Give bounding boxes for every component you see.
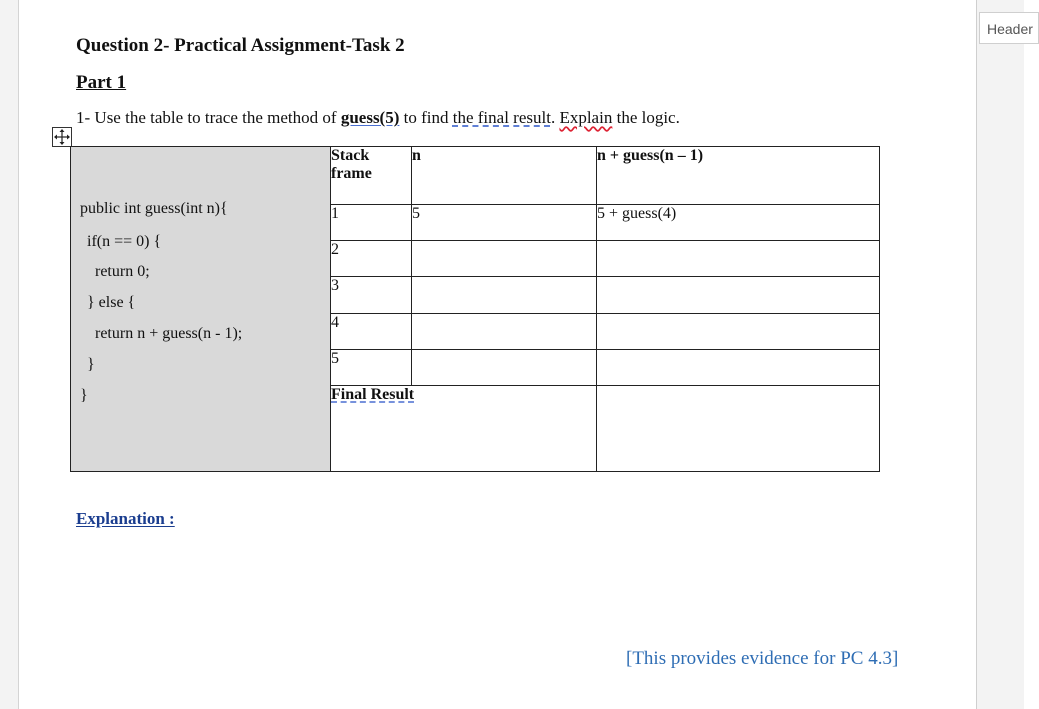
code-line: return 0;: [95, 263, 150, 280]
right-pane: [977, 0, 1024, 709]
code-line: if(n == 0) {: [87, 233, 162, 250]
code-line: public int guess(int n){: [80, 200, 228, 217]
method-call: guess(5): [340, 108, 400, 127]
n-cell[interactable]: [412, 277, 597, 314]
expression-cell[interactable]: [597, 277, 880, 314]
code-line: return n + guess(n - 1);: [95, 325, 243, 342]
evidence-note: [This provides evidence for PC 4.3]: [626, 648, 899, 669]
left-margin-gutter: [0, 0, 19, 709]
frame-cell[interactable]: 5: [331, 350, 412, 386]
n-cell[interactable]: [412, 314, 597, 350]
table-move-handle-icon[interactable]: [52, 127, 72, 147]
code-line: }: [87, 356, 95, 373]
final-result-label: Final Result: [331, 386, 415, 403]
explanation-label: Explanation :: [76, 509, 175, 528]
part-heading: Part 1: [76, 72, 127, 93]
n-header: n: [412, 147, 597, 205]
code-cell: [71, 147, 331, 472]
expression-cell[interactable]: 5 + guess(4): [597, 205, 880, 241]
final-result-value-cell[interactable]: [597, 386, 880, 472]
final-result-label-cell: [331, 386, 597, 472]
question-text: 1- Use the table to trace the method of guess(5) to find the final result. Explain the logic.: [76, 108, 680, 127]
frame-cell[interactable]: 1: [331, 205, 412, 241]
expression-cell[interactable]: [597, 241, 880, 277]
expression-cell[interactable]: [597, 314, 880, 350]
grammar-flag-text: the final result: [452, 108, 551, 127]
spelling-flag-text: Explain: [559, 108, 613, 127]
expression-cell[interactable]: [597, 350, 880, 386]
expression-header: n + guess(n – 1): [597, 147, 880, 205]
n-cell[interactable]: [412, 350, 597, 386]
frame-cell[interactable]: 2: [331, 241, 412, 277]
frame-cell[interactable]: 3: [331, 277, 412, 314]
frame-cell[interactable]: 4: [331, 314, 412, 350]
header-tab[interactable]: Header: [979, 12, 1039, 44]
code-line: }: [80, 387, 88, 404]
trace-table: [70, 146, 880, 472]
stack-frame-header: Stack frame: [331, 147, 412, 205]
n-cell[interactable]: 5: [412, 205, 597, 241]
n-cell[interactable]: [412, 241, 597, 277]
code-line: } else {: [87, 294, 136, 311]
question-heading: Question 2- Practical Assignment-Task 2: [76, 35, 405, 56]
